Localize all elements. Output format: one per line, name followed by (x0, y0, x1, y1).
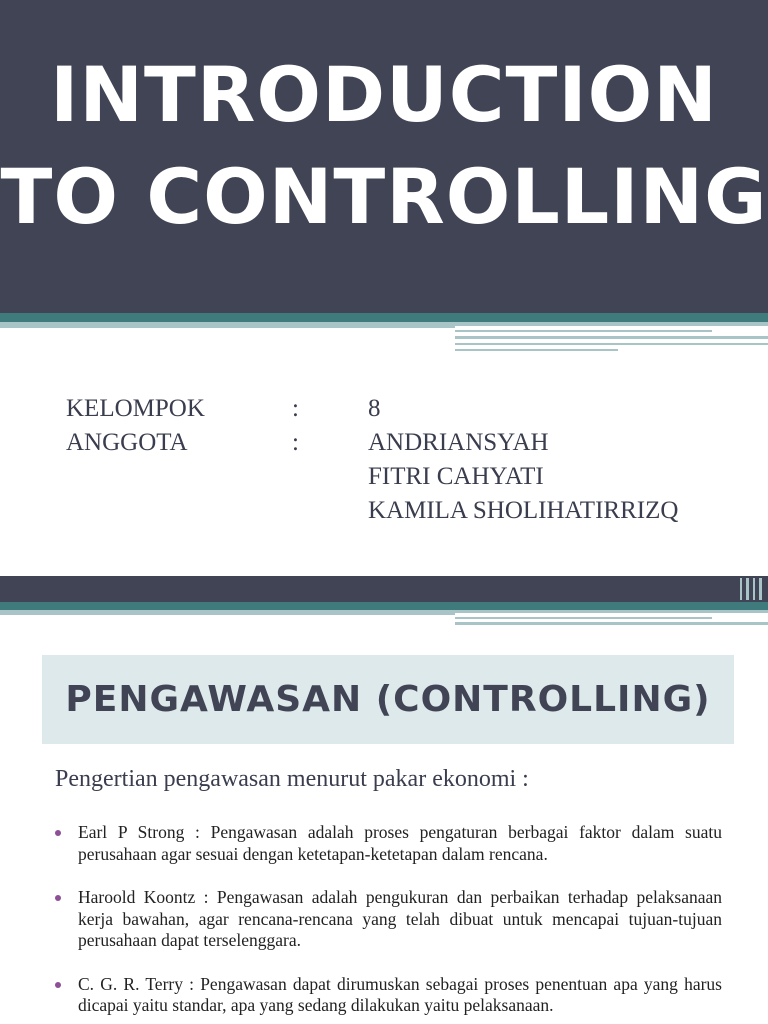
definition-text: C. G. R. Terry : Pengawasan dapat dirumuskan sebagai proses penentuan apa yang harus dicapai yaitu standar, apa yang sedang dilakukan yaitu pelaksanaan. (78, 973, 722, 1015)
list-item (55, 822, 722, 865)
definition-list (55, 822, 722, 1024)
title-block (0, 0, 768, 313)
slide-title-line-2: TO CONTROLLING (0, 152, 768, 241)
info-value: FITRI CAHYATI (368, 463, 544, 490)
accent-stripe-light (455, 336, 768, 339)
bullet-icon (55, 982, 61, 988)
info-row-kelompok (0, 392, 768, 426)
accent-stripe-light (455, 349, 618, 351)
accent-stripe-light (455, 343, 768, 345)
bullet-icon (55, 830, 61, 836)
accent-stripe-light (455, 330, 712, 332)
info-row-member (0, 460, 768, 494)
heading-box (42, 655, 734, 744)
info-label: ANGGOTA (66, 429, 188, 456)
info-row-member (0, 494, 768, 528)
accent-stripe-light (759, 578, 762, 600)
accent-stripe-light (455, 622, 768, 625)
definition-text: Haroold Koontz : Pengawasan adalah pengukuran dan perbaikan terhadap pelaksanaan kerja bawahan, agar rencana-rencana yang telah dibuat untuk mencapai tujuan-tujuan perusahaan dapat terselenggara. (78, 887, 722, 950)
info-value: ANDRIANSYAH (368, 429, 549, 456)
definition-text: Earl P Strong : Pengawasan adalah proses pengaturan berbagai faktor dalam suatu perusahaan agar sesuai dengan ketetapan-ketetapan dalam rencana. (78, 822, 722, 864)
accent-stripe-light (753, 578, 755, 600)
accent-stripe-teal (0, 313, 768, 322)
slide-title-line-1: INTRODUCTION (50, 50, 718, 139)
accent-stripe-light (0, 322, 455, 328)
list-item (55, 974, 722, 1017)
info-colon: : (292, 429, 299, 456)
accent-stripe-teal (0, 602, 768, 610)
accent-stripe-light (740, 578, 742, 600)
header-bar (0, 576, 768, 602)
info-value: KAMILA SHOLIHATIRRIZQ (368, 497, 679, 524)
bullet-icon (55, 895, 61, 901)
content-slide (0, 576, 768, 1024)
info-label: KELOMPOK (66, 395, 205, 422)
accent-stripe-light (455, 322, 768, 326)
slide-heading: PENGAWASAN (CONTROLLING) (65, 679, 711, 720)
info-row-anggota (0, 426, 768, 460)
accent-stripe-light (746, 578, 749, 600)
accent-stripe-light (0, 610, 455, 615)
accent-stripe-light (455, 617, 712, 619)
intro-text: Pengertian pengawasan menurut pakar ekonomi : (55, 766, 529, 792)
info-colon: : (292, 395, 299, 422)
accent-stripe-light (455, 610, 768, 613)
info-value: 8 (368, 395, 381, 422)
list-item (55, 887, 722, 952)
